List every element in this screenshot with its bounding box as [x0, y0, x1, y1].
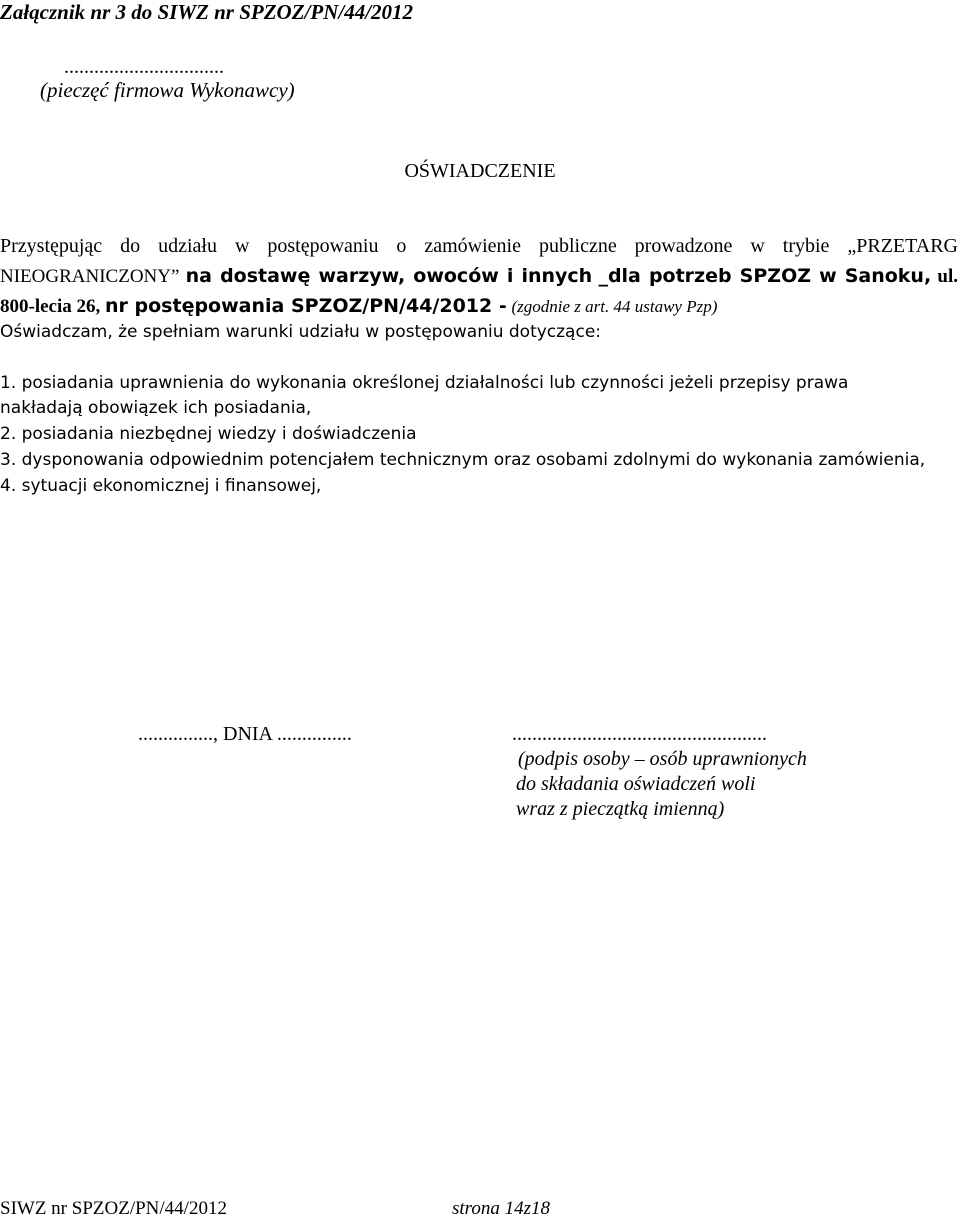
declaration-line: Oświadczam, że spełniam warunki udziału w postępowaniu dotyczące: [0, 322, 602, 342]
intro-line-2 [0, 265, 958, 288]
annex-header: Załącznik nr 3 do SIWZ nr SPZOZ/PN/44/2012 [0, 0, 414, 24]
address-street: 800-lecia 26, [0, 296, 101, 317]
condition-item-1-cont: nakładają obowiązek ich posiadania, [0, 398, 312, 418]
condition-item-1: 1. posiadania uprawnienia do wykonania określonej działalności lub czynności jeżeli przepisy prawa [0, 373, 849, 393]
document-title: OŚWIADCZENIE [404, 160, 556, 182]
procedure-type-end: NIEOGRANICZONY” [0, 266, 180, 287]
place-date-line: ..............., DNIA ............... [138, 723, 352, 745]
condition-item-3: 3. dysponowania odpowiednim potencjałem technicznym oraz osobami zdolnymi do wykonania zamówienia, [0, 450, 926, 470]
signature-dots: ................................................... [512, 723, 767, 745]
stamp-dots: ................................ [64, 56, 224, 78]
subject-text: na dostawę warzyw, owoców i innych [185, 265, 593, 287]
subject-purpose: _dla potrzeb SPZOZ w Sanoku, [598, 265, 932, 287]
intro-line-3 [0, 295, 958, 318]
page-number: strona 14z18 [452, 1198, 551, 1219]
signature-caption-2: do składania oświadczeń woli [516, 773, 756, 795]
footer-reference: SIWZ nr SPZOZ/PN/44/2012 [0, 1198, 227, 1219]
stamp-caption: (pieczęć firmowa Wykonawcy) [40, 78, 295, 102]
procedure-number: nr postępowania SPZOZ/PN/44/2012 - [105, 295, 507, 317]
signature-caption-1: (podpis osoby – osób uprawnionych [518, 748, 807, 770]
condition-item-2: 2. posiadania niezbędnej wiedzy i doświadczenia [0, 424, 417, 444]
address-street-label: ul. [937, 266, 958, 287]
legal-basis: (zgodnie z art. 44 ustawy Pzp) [511, 297, 718, 316]
intro-line-1: Przystępując do udziału w postępowaniu o zamówienie publiczne prowadzone w trybie „PRZETARG [0, 235, 958, 257]
signature-caption-3: wraz z pieczątką imienną) [516, 798, 725, 820]
condition-item-4: 4. sytuacji ekonomicznej i finansowej, [0, 476, 322, 496]
